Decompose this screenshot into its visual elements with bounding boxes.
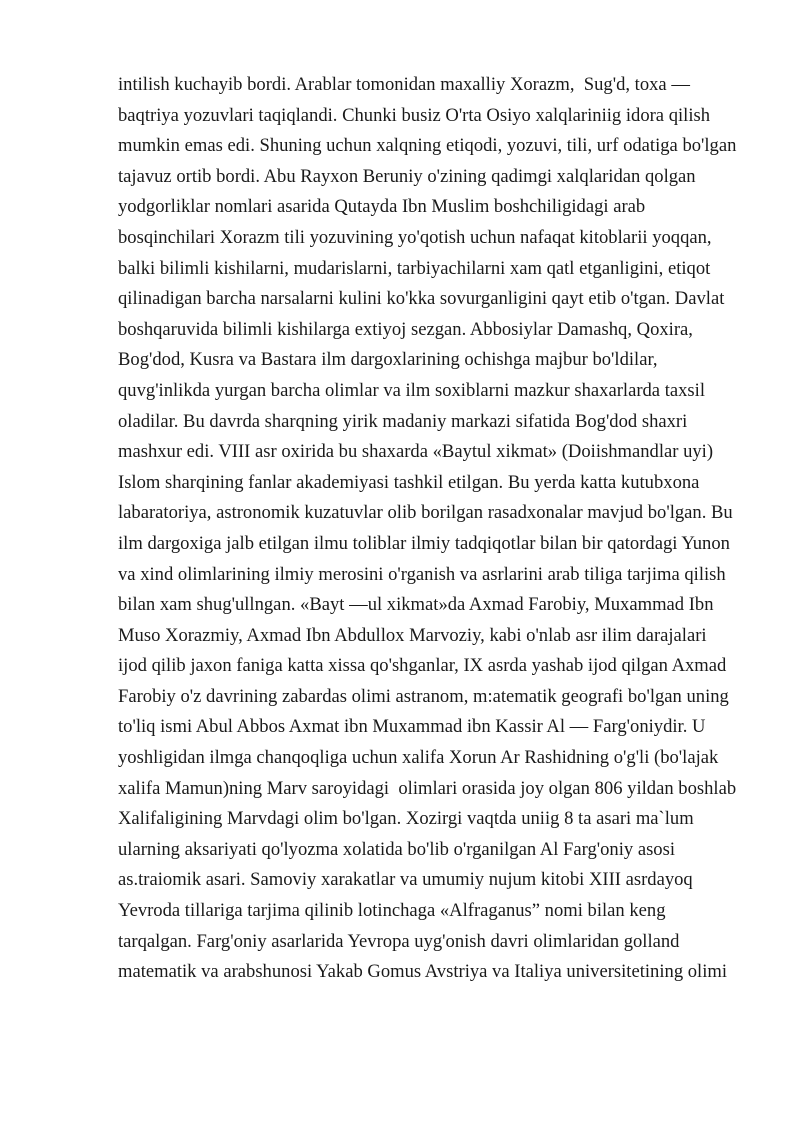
text-line: mashxur edi. VIII asr oxirida bu shaxarda «Baytul xikmat» (Doiishmandlar uyi) <box>118 441 714 463</box>
text-line: bilan xam shug'ullngan. «Bayt —ul xikmat»da Axmad Farobiy, Muxammad Ibn <box>118 594 714 616</box>
text-line: ilm dargoxiga jalb etilgan ilmu toliblar ilmiy tadqiqotlar bilan bir qatordagi Yunon <box>118 532 730 554</box>
text-line: Muso Xorazmiy, Axmad Ibn Abdullox Marvoziy, kabi o'nlab asr ilim darajalari <box>118 624 707 646</box>
text-line: Yevroda tillariga tarjima qilinib lotinchaga «Alfraganus” nomi bilan keng <box>118 900 666 922</box>
text-line: ularning aksariyati qo'lyozma xolatida bo'lib o'rganilgan Al Farg'oniy asosi <box>118 838 676 860</box>
text-line: intilish kuchayib bordi. Arablar tomonidan maxalliy Xorazm, Sug'd, toxa — <box>118 74 690 95</box>
text-line: mumkin emas edi. Shuning uchun xalqning etiqodi, yozuvi, tili, urf odatiga bo'lgan <box>118 135 737 157</box>
text-line: Xalifaligining Marvdagi olim bo'lgan. Xozirgi vaqtda uniig 8 ta asari ma`lum <box>118 808 694 830</box>
text-line: Farobiy o'z davrining zabardas olimi astranom, m:atematik geografi bo'lgan uning <box>118 685 729 707</box>
text-line: qilinadigan barcha narsalarni kulini ko'kka sovurganligini qayt etib o'tgan. Davlat <box>118 288 725 310</box>
text-line: boshqaruvida bilimli kishilarga extiyoj sezgan. Abbosiylar Damashq, Qoxira, <box>118 318 693 340</box>
text-line: as.traiomik asari. Samoviy xarakatlar va umumiy nujum kitobi XIII asrdayoq <box>118 869 693 891</box>
text-line: va xind olimlarining ilmiy merosini o'rganish va asrlarini arab tiliga tarjima qilish <box>118 563 726 585</box>
text-line: labaratoriya, astronomik kuzatuvlar olib borilgan rasadxonalar mavjud bo'lgan. Bu <box>118 502 733 524</box>
text-line: Islom sharqining fanlar akademiyasi tashkil etilgan. Bu yerda katta kutubxona <box>118 471 700 493</box>
text-line: tajavuz ortib bordi. Abu Rayxon Beruniy o'zining qadimgi xalqlaridan qolgan <box>118 165 696 187</box>
text-line: ijod qilib jaxon faniga katta xissa qo'shganlar, IX asrda yashab ijod qilgan Axmad <box>118 655 727 677</box>
text-line: matematik va arabshunosi Yakab Gomus Avstriya va Italiya universitetining olimi <box>118 961 728 983</box>
text-line: bosqinchilari Xorazm tili yozuvining yo'qotish uchun nafaqat kitoblarii yoqqan, <box>118 226 712 248</box>
text-line: yodgorliklar nomlari asarida Qutayda Ibn Muslim boshchiligidagi arab <box>118 196 646 218</box>
text-line: oladilar. Bu davrda sharqning yirik madaniy markazi sifatida Bog'dod shaxri <box>118 410 688 432</box>
text-line: to'liq ismi Abul Abbos Axmat ibn Muxammad ibn Kassir Al — Farg'oniydir. U <box>118 716 706 738</box>
text-line: xalifa Mamun)ning Marv saroyidagi olimlari orasida joy olgan 806 yildan boshlab <box>118 777 737 799</box>
text-line: tarqalgan. Farg'oniy asarlarida Yevropa uyg'onish davri olimlaridan golland <box>118 930 680 952</box>
body-text <box>118 70 743 988</box>
text-line: baqtriya yozuvlari taqiqlandi. Chunki busiz O'rta Osiyo xalqlariniig idora qilish <box>118 104 711 126</box>
text-line: yoshligidan ilmga chanqoqliga uchun xalifa Xorun Ar Rashidning o'g'li (bo'lajak <box>118 747 719 769</box>
text-line: balki bilimli kishilarni, mudarislarni, tarbiyachilarni xam qatl etganligini, etiqot <box>118 257 711 279</box>
text-line: quvg'inlikda yurgan barcha olimlar va ilm soxiblarni mazkur shaxarlarda taxsil <box>118 379 705 401</box>
text-line: Bog'dod, Kusra va Bastara ilm dargoxlarining ochishga majbur bo'ldilar, <box>118 349 658 371</box>
